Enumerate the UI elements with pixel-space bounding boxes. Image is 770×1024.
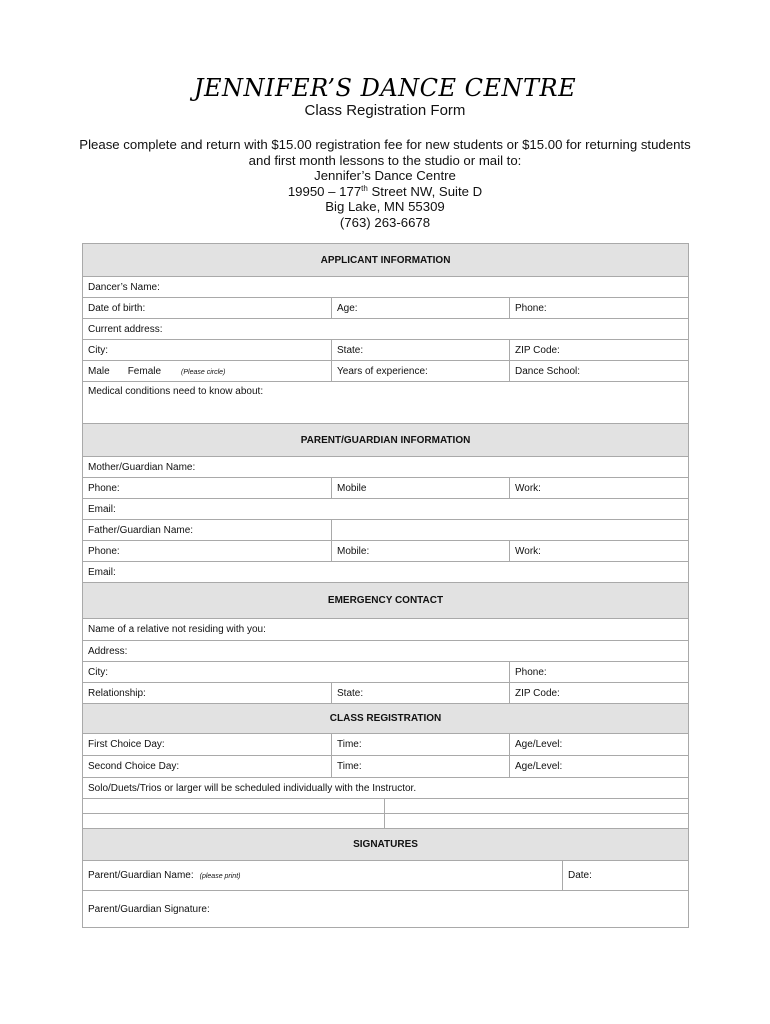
emergency-address-field[interactable]: Address: [83, 641, 689, 662]
mother-work-field[interactable]: Work: [510, 478, 689, 499]
medical-conditions-field[interactable]: Medical conditions need to know about: [83, 382, 689, 424]
studio-title: JENNIFER’S DANCE CENTRE [193, 74, 577, 102]
emergency-zip-field[interactable]: ZIP Code: [510, 683, 689, 704]
emergency-section-heading: EMERGENCY CONTACT [83, 583, 689, 619]
first-choice-time-field[interactable]: Time: [332, 734, 510, 756]
father-name-field[interactable]: Father/Guardian Name: [83, 520, 332, 541]
relationship-field[interactable]: Relationship: [83, 683, 332, 704]
parent-name-print-field[interactable] [83, 861, 563, 891]
mother-mobile-field[interactable]: Mobile [332, 478, 510, 499]
applicant-section-heading: APPLICANT INFORMATION [83, 244, 689, 277]
dob-field[interactable]: Date of birth: [83, 298, 332, 319]
street-ordinal: th [361, 183, 368, 193]
applicant-city-field[interactable]: City: [83, 340, 332, 361]
gender-field[interactable] [83, 361, 332, 382]
emergency-phone-field[interactable]: Phone: [510, 662, 689, 683]
signatures-section-heading: SIGNATURES [83, 829, 689, 861]
registration-form-table [82, 243, 689, 928]
second-choice-age-level-field[interactable]: Age/Level: [510, 756, 689, 778]
instructions-line-1: Please complete and return with $15.00 registration fee for new students or $15.00 for returning students [79, 137, 691, 152]
parent-signature-field[interactable]: Parent/Guardian Signature: [83, 891, 689, 928]
relative-name-field[interactable]: Name of a relative not residing with you: [83, 619, 689, 641]
class-section-heading: CLASS REGISTRATION [83, 704, 689, 734]
dancer-name-field[interactable]: Dancer’s Name: [83, 277, 689, 298]
please-print-note: (please print) [199, 873, 241, 880]
second-choice-day-field[interactable]: Second Choice Day: [83, 756, 332, 778]
first-choice-age-level-field[interactable]: Age/Level: [510, 734, 689, 756]
dance-school-field[interactable]: Dance School: [510, 361, 689, 382]
parent-section-heading: PARENT/GUARDIAN INFORMATION [83, 424, 689, 457]
form-subtitle: Class Registration Form [304, 102, 466, 119]
first-choice-day-field[interactable]: First Choice Day: [83, 734, 332, 756]
solo-duet-note: Solo/Duets/Trios or larger will be scheduled individually with the Instructor. [83, 778, 689, 799]
father-work-field[interactable]: Work: [510, 541, 689, 562]
instructions-line-2: and first month lessons to the studio or mail to: [248, 152, 522, 168]
please-circle-note: (Please circle) [181, 368, 226, 376]
father-name-blank[interactable] [332, 520, 689, 541]
signature-date-field[interactable]: Date: [563, 861, 689, 891]
blank-cell-right-1[interactable] [385, 799, 689, 814]
studio-city: Big Lake, MN 55309 [325, 199, 445, 215]
street-number: 19950 – 177 [287, 183, 362, 199]
current-address-field[interactable]: Current address: [83, 319, 689, 340]
father-phone-field[interactable]: Phone: [83, 541, 332, 562]
second-choice-time-field[interactable]: Time: [332, 756, 510, 778]
instructions-block [0, 137, 770, 231]
applicant-state-field[interactable]: State: [332, 340, 510, 361]
blank-cell-left-1[interactable] [83, 799, 385, 814]
gender-female-option[interactable]: Female [127, 365, 162, 377]
emergency-state-field[interactable]: State: [332, 683, 510, 704]
father-email-field[interactable]: Email: [83, 562, 689, 583]
years-experience-field[interactable]: Years of experience: [332, 361, 510, 382]
street-rest: Street NW, Suite D [367, 183, 483, 199]
father-mobile-field[interactable]: Mobile: [332, 541, 510, 562]
emergency-city-field[interactable]: City: [83, 662, 510, 683]
applicant-phone-field[interactable]: Phone: [510, 298, 689, 319]
studio-name: Jennifer’s Dance Centre [314, 168, 456, 184]
mother-phone-field[interactable]: Phone: [83, 478, 332, 499]
mother-name-field[interactable]: Mother/Guardian Name: [83, 457, 689, 478]
applicant-zip-field[interactable]: ZIP Code: [510, 340, 689, 361]
studio-phone: (763) 263-6678 [339, 214, 431, 230]
studio-street [0, 184, 770, 200]
age-field[interactable]: Age: [332, 298, 510, 319]
blank-cell-right-2[interactable] [385, 814, 689, 829]
mother-email-field[interactable]: Email: [83, 499, 689, 520]
parent-name-label: Parent/Guardian Name: [88, 870, 194, 881]
gender-male-option[interactable]: Male [88, 365, 110, 377]
blank-cell-left-2[interactable] [83, 814, 385, 829]
